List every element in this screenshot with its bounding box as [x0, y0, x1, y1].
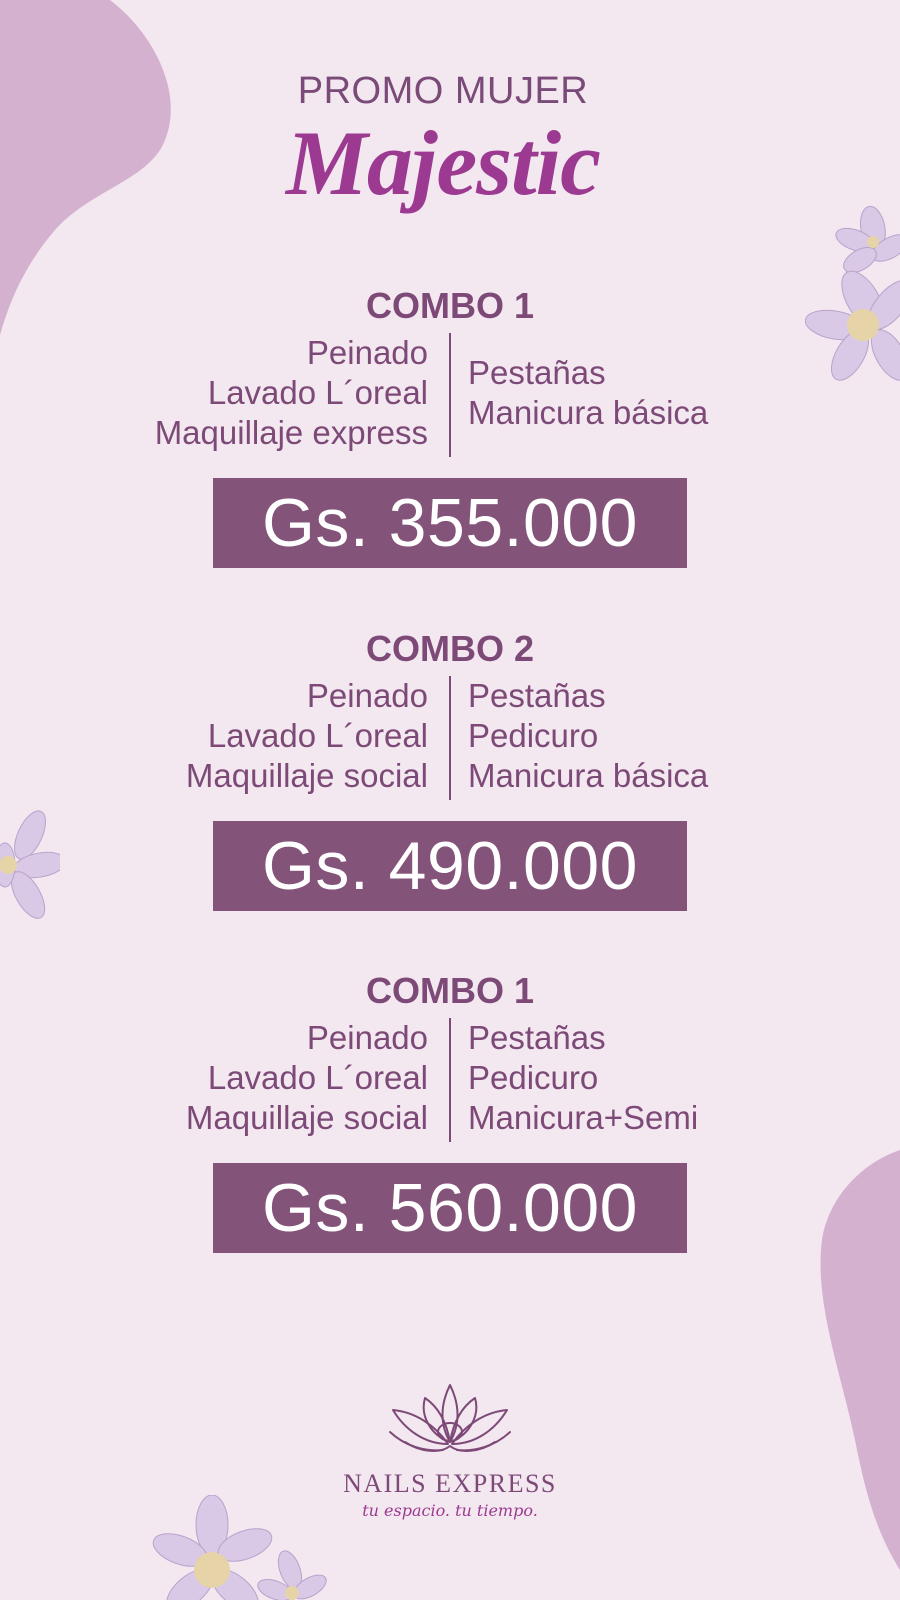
services-divider — [449, 676, 451, 800]
promo-title: Majestic — [286, 112, 600, 214]
service-item: Maquillaje social — [185, 757, 428, 794]
service-item: Maquillaje express — [154, 414, 428, 451]
flower-icon — [0, 805, 60, 935]
service-item: Lavado L´oreal — [207, 717, 428, 754]
header — [0, 70, 900, 214]
combo-title: COMBO 1 — [365, 285, 534, 326]
services-left — [186, 1018, 428, 1138]
service-item: Manicura básica — [468, 394, 709, 431]
combo-title: COMBO 1 — [365, 970, 534, 1011]
combo-services — [0, 1018, 900, 1148]
service-item: Manicura básica — [468, 757, 709, 794]
service-item: Peinado — [306, 334, 428, 371]
service-item: Maquillaje social — [185, 1099, 428, 1136]
services-left — [186, 676, 428, 796]
services-right — [468, 676, 708, 796]
services-divider — [449, 333, 451, 457]
brand-name: NAILS EXPRESS — [343, 1469, 557, 1498]
brand-logo — [0, 1380, 900, 1520]
service-item: Lavado L´oreal — [207, 374, 428, 411]
service-item: Pestañas — [468, 1019, 606, 1056]
service-item: Peinado — [306, 677, 428, 714]
combo-title: COMBO 2 — [365, 628, 534, 669]
price-box: Gs. 560.000 — [213, 1163, 687, 1253]
service-item: Pestañas — [468, 677, 606, 714]
services-divider — [449, 1018, 451, 1142]
lotus-icon — [385, 1380, 515, 1460]
service-item: Manicura+Semi — [468, 1099, 699, 1136]
service-item: Peinado — [306, 1019, 428, 1056]
price-box: Gs. 355.000 — [213, 478, 687, 568]
services-right — [468, 1018, 698, 1138]
service-item: Pestañas — [468, 354, 606, 391]
service-item: Pedicuro — [468, 1059, 599, 1096]
promo-subtitle: PROMO MUJER — [297, 70, 589, 112]
service-item: Lavado L´oreal — [207, 1059, 428, 1096]
price-box: Gs. 490.000 — [213, 821, 687, 911]
brand-tagline: tu espacio. tu tiempo. — [362, 1501, 538, 1520]
combo-services — [0, 333, 900, 463]
services-right — [468, 353, 708, 433]
service-item: Pedicuro — [468, 717, 599, 754]
combo-services — [0, 676, 900, 806]
services-left — [155, 333, 428, 453]
